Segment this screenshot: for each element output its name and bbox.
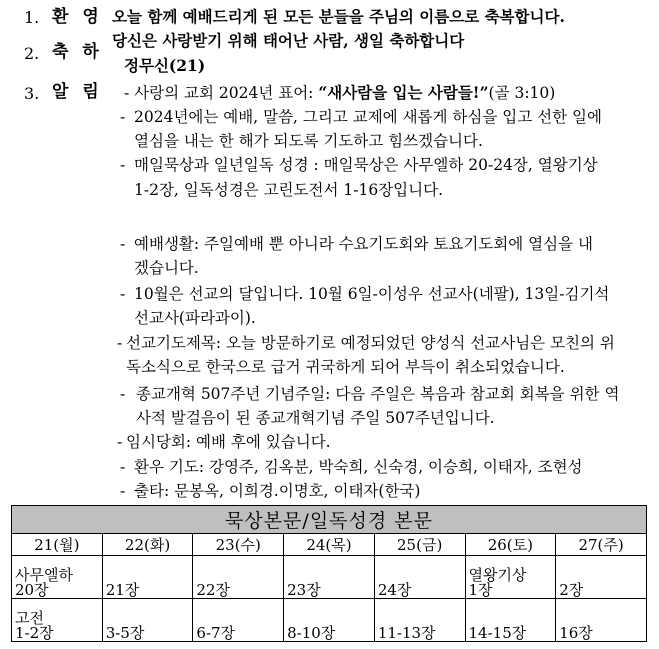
day-cell: [193, 534, 284, 556]
day-cell-text: 27(주): [578, 536, 624, 554]
meditation-cell-text: 21장: [105, 581, 140, 599]
motto-ref: (골 3:10): [488, 84, 556, 102]
reading-cell: [284, 599, 375, 642]
motto-prefix: - 사랑의 교회 2024년 표어:: [124, 84, 319, 102]
meditation-cell-text: 22장: [196, 581, 230, 599]
item-3-number: 3.: [24, 84, 40, 103]
notice-2-dash: -: [120, 108, 126, 126]
meditation-cell: [102, 556, 193, 599]
item-2-number: 2.: [24, 44, 40, 63]
meditation-cell-text: 24장: [377, 581, 412, 599]
reading-cell-text: 3-5장: [105, 624, 145, 642]
reading-cell-text: 14-15장: [468, 624, 527, 642]
reading-cell-text: 11-13장: [377, 624, 436, 642]
notice-7-dash: -: [120, 385, 126, 403]
day-cell: [465, 534, 556, 556]
day-cell-text: 24(목): [306, 536, 352, 554]
notice-6-dash: -: [117, 334, 123, 352]
meditation-cell: [465, 556, 556, 599]
reading-cell: [465, 599, 556, 642]
reading-cell: [102, 599, 193, 642]
item-3-title: 알 림: [52, 82, 103, 102]
reading-cell-text: 16장: [559, 624, 593, 642]
meditation-cell-text: 열왕기상 1장: [468, 566, 527, 599]
notice-7-line-2: 사적 발걸음이 된 종교개혁기념 주일 507주년입니다.: [136, 409, 495, 427]
notice-3-line-2: 1-2장, 일독성경은 고린도전서 1-16장입니다.: [134, 181, 444, 199]
item-1-number: 1.: [24, 8, 40, 27]
day-cell: [12, 534, 103, 556]
reading-cell: [193, 599, 284, 642]
meditation-cell-text: 사무엘하 20장: [15, 566, 73, 599]
reading-row: [12, 599, 647, 642]
day-cell-text: 22(화): [124, 536, 171, 554]
day-header-row: [12, 534, 647, 556]
birthday-line: 당신은 사랑받기 위해 태어난 사람, 생일 축하합니다: [112, 31, 465, 50]
notice-9-dash: -: [120, 458, 126, 476]
item-1-title: 환 영: [52, 7, 103, 27]
meditation-cell: [193, 556, 284, 599]
notice-3-dash: -: [120, 156, 126, 174]
meditation-cell-text: 23장: [287, 581, 321, 599]
reading-cell-text: 고전 1-2장: [15, 609, 54, 642]
reading-cell-text: 8-10장: [287, 624, 336, 642]
day-cell-text: 23(수): [215, 536, 261, 554]
notice-6-line-1: 선교기도제목: 오늘 방문하기로 예정되었던 양성식 선교사님은 모친의 위: [126, 334, 615, 352]
day-cell-text: 21(월): [34, 536, 80, 554]
notice-5-line-1: 10월은 선교의 달입니다. 10월 6일-이성우 선교사(네팔), 13일-김기석: [134, 285, 610, 303]
notice-10-text: 출타: 문봉옥, 이희경.이명호, 이태자(한국): [134, 482, 421, 500]
day-cell-text: 25(금): [397, 536, 443, 554]
reading-cell: [12, 599, 103, 642]
meditation-row: [12, 556, 647, 599]
day-cell: [284, 534, 375, 556]
meditation-cell: [12, 556, 103, 599]
birthday-name: 정무신(21): [124, 56, 206, 75]
notice-10-dash: -: [120, 482, 126, 500]
table-title: 묵상본문/일독성경 본문: [12, 506, 647, 534]
meditation-cell: [284, 556, 375, 599]
notice-4-line-1: 예배생활: 주일예배 뿐 아니라 수요기도회와 토요기도회에 열심을 내: [134, 235, 593, 253]
day-cell: [374, 534, 465, 556]
reading-cell: [374, 599, 465, 642]
reading-cell: [556, 599, 647, 642]
notice-2-line-2: 열심을 내는 한 해가 되도록 기도하고 힘쓰겠습니다.: [134, 132, 483, 150]
notice-2-line-1: 2024년에는 예배, 말씀, 그리고 교제에 새롭게 하심을 입고 선한 일에: [134, 108, 602, 126]
motto-line: [124, 83, 555, 103]
meditation-cell-text: 2장: [559, 581, 584, 599]
notice-7-line-1: 종교개혁 507주년 기념주일: 다음 주일은 복음과 참교회 회복을 위한 역: [136, 385, 620, 403]
reading-cell-text: 6-7장: [196, 624, 236, 642]
meditation-cell: [374, 556, 465, 599]
notice-5-dash: -: [120, 285, 126, 303]
motto-quote: “새사람을 입는 사람들!”: [318, 83, 489, 102]
notice-8-text: 임시당회: 예배 후에 있습니다.: [126, 433, 331, 451]
meditation-cell: [556, 556, 647, 599]
notice-4-line-2: 겠습니다.: [134, 259, 199, 277]
notice-8-dash: -: [117, 433, 123, 451]
notice-5-line-2: 선교사(파라과이).: [134, 309, 256, 327]
reading-schedule-table: [11, 505, 647, 642]
notice-9-text: 환우 기도: 강영주, 김옥분, 박숙희, 신숙경, 이승희, 이태자, 조현성: [134, 458, 583, 476]
notice-3-line-1: 매일묵상과 일년일독 성경 : 매일묵상은 사무엘하 20-24장, 열왕기상: [134, 156, 598, 174]
day-cell: [102, 534, 193, 556]
notice-6-line-2: 독소식으로 한국으로 급거 귀국하게 되어 부득이 취소되었습니다.: [126, 358, 565, 376]
notice-4-dash: -: [120, 235, 126, 253]
day-cell: [556, 534, 647, 556]
day-cell-text: 26(토): [487, 536, 533, 554]
welcome-text: 오늘 함께 예배드리게 된 모든 분들을 주님의 이름으로 축복합니다.: [112, 7, 565, 26]
item-2-title: 축 하: [52, 42, 103, 62]
